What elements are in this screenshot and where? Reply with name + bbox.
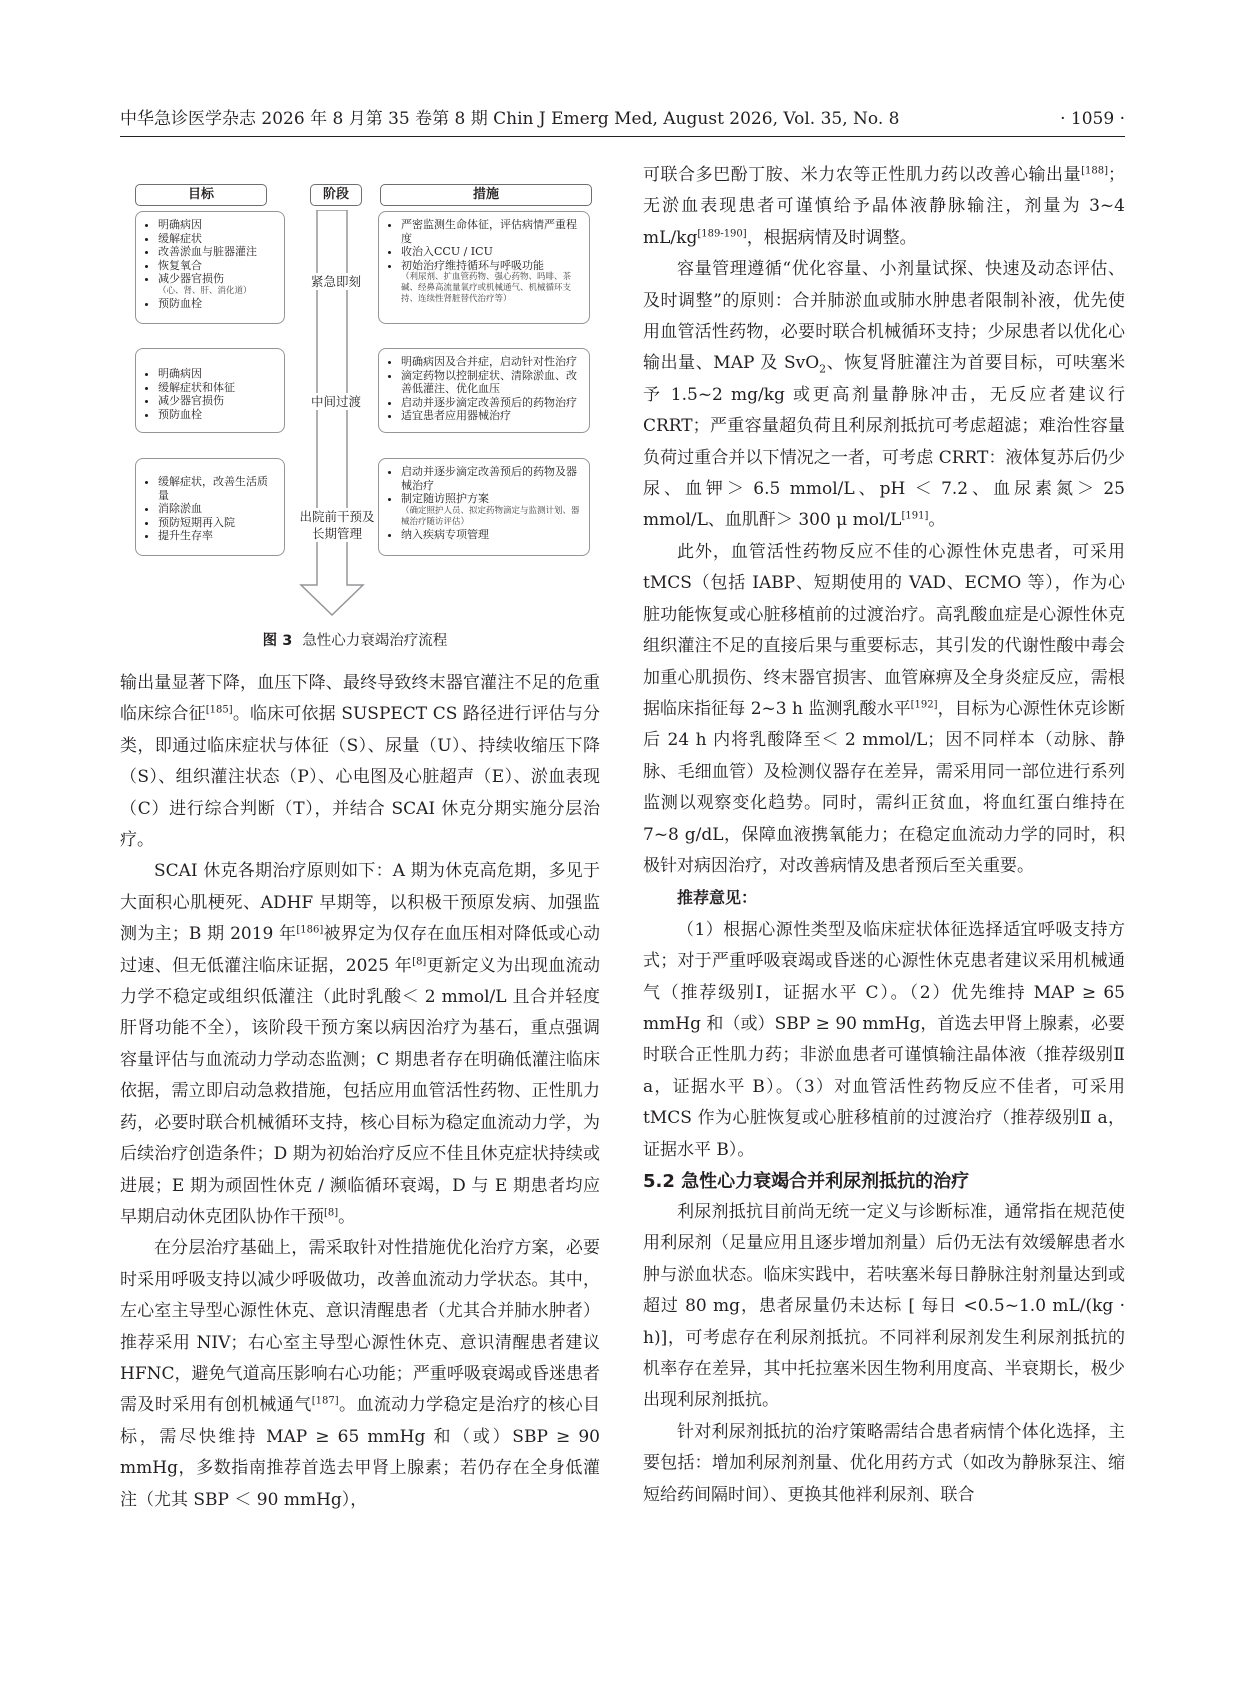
- page-number: · 1059 ·: [1060, 109, 1125, 129]
- measure-item: • 启动并逐步滴定改善预后的药物及器械治疗: [401, 465, 581, 492]
- text: 被界定为仅存在血压相对降低或心动过速、但无低灌注临床证据，2025 年: [120, 924, 601, 976]
- stage-long-term: 出院前干预及长期管理: [299, 509, 375, 541]
- measure-box-long-term: [378, 458, 590, 556]
- goal-item: • 预防短期再入院: [158, 516, 276, 530]
- measure-item: • 严密监测生命体征，评估病情严重程度: [401, 218, 581, 245]
- paragraph: [643, 160, 1125, 254]
- text: 此外，血管活性药物反应不佳的心源性休克患者，可采用 tMCS（包括 IABP、短期使用的 VAD、ECMO 等），作为心脏功能恢复或心脏移植前的过渡治疗。高乳酸血症是心源性休克组织灌注不足的直接后果与重要标志，其引发的代谢性酸中毒会加重心肌损伤、终末器官损害、血管麻痹及全身炎症反应，需根据临床指征每 2~3 h 监测乳酸水平: [643, 541, 1125, 719]
- goal-item: • 提升生存率: [158, 529, 276, 543]
- recommendation-heading: 推荐意见：: [677, 888, 758, 908]
- goal-item: • 明确病因: [158, 218, 276, 232]
- text: ，目标为心源性休克诊断后 24 h 内将乳酸降至＜ 2 mmol/L；因不同样本（动脉、静脉、毛细血管）及检测仪器存在差异，需采用同一部位进行系列监测以观察变化趋势。同时，需纠正贫血，将血红蛋白维持在 7~8 g/dL，保障血液携氧能力；在稳定血流动力学的同时，积极针对病因治疗，对改善病情及患者预后至关重要。: [643, 698, 1125, 876]
- section-heading: 5.2 急性心力衰竭合并利尿剂抵抗的治疗: [643, 1171, 970, 1192]
- measure-item: • 适宜患者应用器械治疗: [401, 409, 581, 423]
- measure-column-header: 措施: [380, 184, 592, 206]
- paragraph: [643, 537, 1125, 882]
- goal-item: • 缓解症状，改善生活质量: [158, 475, 276, 502]
- subscript: 2: [819, 362, 827, 376]
- measure-item: • 明确病因及合并症，启动针对性治疗: [401, 355, 581, 369]
- goal-item: • 明确病因: [158, 367, 276, 381]
- recommendation-body: （1）根据心源性类型及临床症状体征选择适宜呼吸支持方式；对于严重呼吸衰竭或昏迷的心源性休克患者建议采用机械通气（推荐级别Ⅰ，证据水平 C）。（2）优先维持 MAP ≥ 65 mmHg 和（或）SBP ≥ 90 mmHg，首选去甲肾上腺素，必要时联合正性肌力药；非淤血患者可谨慎输注晶体液（推荐级别Ⅱ a，证据水平 B）。（3）对血管活性药物反应不佳者，可采用 tMCS 作为心脏恢复或心脏移植前的过渡治疗（推荐级别Ⅱ a，证据水平 B）。: [643, 919, 1125, 1160]
- stage-emergency: 紧急即刻: [310, 274, 361, 289]
- text: 容量管理遵循“优化容量、小剂量试探、快速及动态评估、及时调整”的原则：合并肺淤血或肺水肿患者限制补液，优先使用血管活性药物，必要时联合机械循环支持；少尿患者以优化心输出量、MAP 及 SvO: [643, 259, 1125, 374]
- text: 。: [928, 510, 946, 531]
- citation: [185]: [205, 704, 233, 716]
- recommendation-title: [643, 882, 1125, 914]
- goal-item: • 缓解症状和体征: [158, 381, 276, 395]
- caption-text: 急性心力衰竭治疗流程: [302, 633, 448, 649]
- paragraph: [120, 668, 600, 856]
- text: 。血流动力学稳定是治疗的核心目标，需尽快维持 MAP ≥ 65 mmHg 和（或）SBP ≥ 90 mmHg，多数指南推荐首选去甲肾上腺素；若仍存在全身低灌注（尤其 SBP ＜ 90 mmHg），: [120, 1395, 601, 1510]
- text: 、恢复肾脏灌注为首要目标，可呋塞米予 1.5~2 mg/kg 或更高剂量静脉冲击，无反应者建议行 CRRT；严重容量超负荷且利尿剂抵抗可考虑超滤；难治性容量负荷过重合并以下情况之一者，可考虑 CRRT：液体复苏后仍少尿、血钾＞ 6.5 mmol/L、pH ＜ 7.2、血尿素氮＞ 25 mmol/L、血肌酐＞ 300 μ mol/L: [643, 353, 1125, 531]
- citation: [192]: [910, 699, 938, 711]
- measure-item: • 制定随访照护方案: [401, 492, 581, 506]
- stage-intermediate: 中间过渡: [310, 394, 361, 409]
- goal-item: • 恢复氧合: [158, 259, 276, 273]
- measure-note: （利尿剂、扩血管药物、强心药物、吗啡、茶碱、经鼻高流量氧疗或机械通气、机械循环支持、连续性肾脏替代治疗等）: [401, 272, 572, 304]
- measure-item: • 纳入疾病专项管理: [401, 528, 581, 542]
- measure-item: • 初始治疗维持循环与呼吸功能: [401, 259, 581, 273]
- goal-column-header: 目标: [135, 184, 267, 206]
- goal-note: （心、肾、肝、消化道）: [158, 285, 252, 296]
- goal-item: • 改善淤血与脏器灌注: [158, 245, 276, 259]
- text: ，根据病情及时调整。: [746, 227, 917, 248]
- text: 更新定义为出现血流动力学不稳定或组织低灌注（此时乳酸＜ 2 mmol/L 且合并轻度肝肾功能不全），该阶段干预方案以病因治疗为基石，重点强调容量评估与血流动力学动态监测；C 期患者存在明确低灌注临床依据，需立即启动急救措施，包括应用血管活性药物、正性肌力药，必要时联合机械循环支持，核心目标为稳定血流动力学，为后续治疗创造条件；D 期为初始治疗反应不佳且休克症状持续或进展；E 期为顽固性休克 / 濒临循环衰竭，D 与 E 期患者均应早期启动休克团队协作干预: [120, 955, 601, 1227]
- measure-box-emergency: [378, 211, 590, 324]
- figure-caption: [120, 629, 590, 650]
- goal-item: • 缓解症状: [158, 232, 276, 246]
- citation: [188]: [1081, 165, 1108, 177]
- citation: [189-190]: [697, 228, 747, 240]
- stage-column-header: 阶段: [310, 184, 362, 206]
- measure-box-intermediate: [378, 348, 590, 433]
- text: ；无淤血表现患者可谨慎给予晶体液静脉输注，剂量为 3~4 mL/kg: [643, 165, 1125, 248]
- measure-item: • 启动并逐步滴定改善预后的药物治疗: [401, 396, 581, 410]
- paragraph: 利尿剂抵抗目前尚无统一定义与诊断标准，通常指在规范使用利尿剂（足量应用且逐步增加剂量）后仍无法有效缓解患者水肿与淤血状态。临床实践中，若呋塞米每日静脉注射剂量达到或超过 80 mg，患者尿量仍未达标 [ 每日 <0.5~1.0 mL/(kg · h)]，可考虑存在利尿剂抵抗。不同袢利尿剂发生利尿剂抵抗的机率存在差异，其中托拉塞米因生物利用度高、半衰期长，极少出现利尿剂抵抗。: [643, 1202, 1125, 1411]
- measure-note: （确定照护人员、拟定药物滴定与监测计划、器械治疗随访评估）: [401, 505, 580, 527]
- paragraph: [120, 856, 600, 1233]
- paragraph: 针对利尿剂抵抗的治疗策略需结合患者病情个体化选择，主要包括：增加利尿剂剂量、优化用药方式（如改为静脉泵注、缩短给药间隔时间）、更换其他袢利尿剂、联合: [643, 1421, 1125, 1505]
- goal-item: • 预防血栓: [158, 408, 276, 422]
- figure-3-flowchart: [130, 178, 590, 618]
- caption-label: 图 3: [262, 633, 293, 649]
- text: SCAI 休克各期治疗原则如下：A 期为休克高危期，多见于大面积心肌梗死、ADHF 早期等，以积极干预原发病、加强监测为主；B 期 2019 年: [120, 861, 600, 945]
- paragraph: [643, 254, 1125, 537]
- goal-item: • 预防血栓: [158, 297, 276, 311]
- running-header: [120, 108, 1125, 137]
- citation: [191]: [901, 510, 929, 522]
- right-column: [643, 160, 1125, 1511]
- citation: [187]: [311, 1395, 339, 1407]
- measure-item: • 收治入CCU / ICU: [401, 245, 581, 259]
- text: 。: [338, 1206, 356, 1227]
- goal-box-long-term: [135, 458, 285, 556]
- goal-item: • 减少器官损伤: [158, 272, 276, 286]
- citation: [8]: [324, 1207, 339, 1219]
- measure-item: • 滴定药物以控制症状、清除淤血、改善低灌注、优化血压: [401, 369, 581, 396]
- text: 输出量显著下降，血压下降、最终导致终末器官灌注不足的危重临床综合征: [120, 673, 600, 725]
- citation: [8]: [412, 956, 427, 967]
- paragraph: [120, 1233, 600, 1516]
- journal-citation: 中华急诊医学杂志 2026 年 8 月第 35 卷第 8 期 Chin J Emerg Med, August 2026, Vol. 35, No. 8: [120, 109, 900, 129]
- down-arrow-icon: [285, 210, 380, 620]
- goal-item: • 减少器官损伤: [158, 394, 276, 408]
- goal-box-emergency: [135, 211, 285, 324]
- left-column: [120, 668, 600, 1516]
- goal-item: • 消除淤血: [158, 502, 276, 516]
- text: 可联合多巴酚丁胺、米力农等正性肌力药以改善心输出量: [643, 165, 1082, 185]
- citation: [186]: [296, 924, 324, 936]
- text: 在分层治疗基础上，需采取针对性措施优化治疗方案，必要时采用呼吸支持以减少呼吸做功，改善血流动力学状态。其中，左心室主导型心源性休克、意识清醒患者（尤其合并肺水肿者）推荐采用 NIV；右心室主导型心源性休克、意识清醒患者建议 HFNC，避免气道高压影响右心功能；严重呼吸衰竭或昏迷患者需及时采用有创机械通气: [120, 1238, 600, 1416]
- text: 。临床可依据 SUSPECT CS 路径进行评估与分类，即通过临床症状与体征（S）、尿量（U）、持续收缩压下降（S）、组织灌注状态（P）、心电图及心脏超声（E）、淤血表现（C）进行综合判断（T），并结合 SCAI 休克分期实施分层治疗。: [120, 704, 600, 851]
- goal-box-intermediate: [135, 348, 285, 433]
